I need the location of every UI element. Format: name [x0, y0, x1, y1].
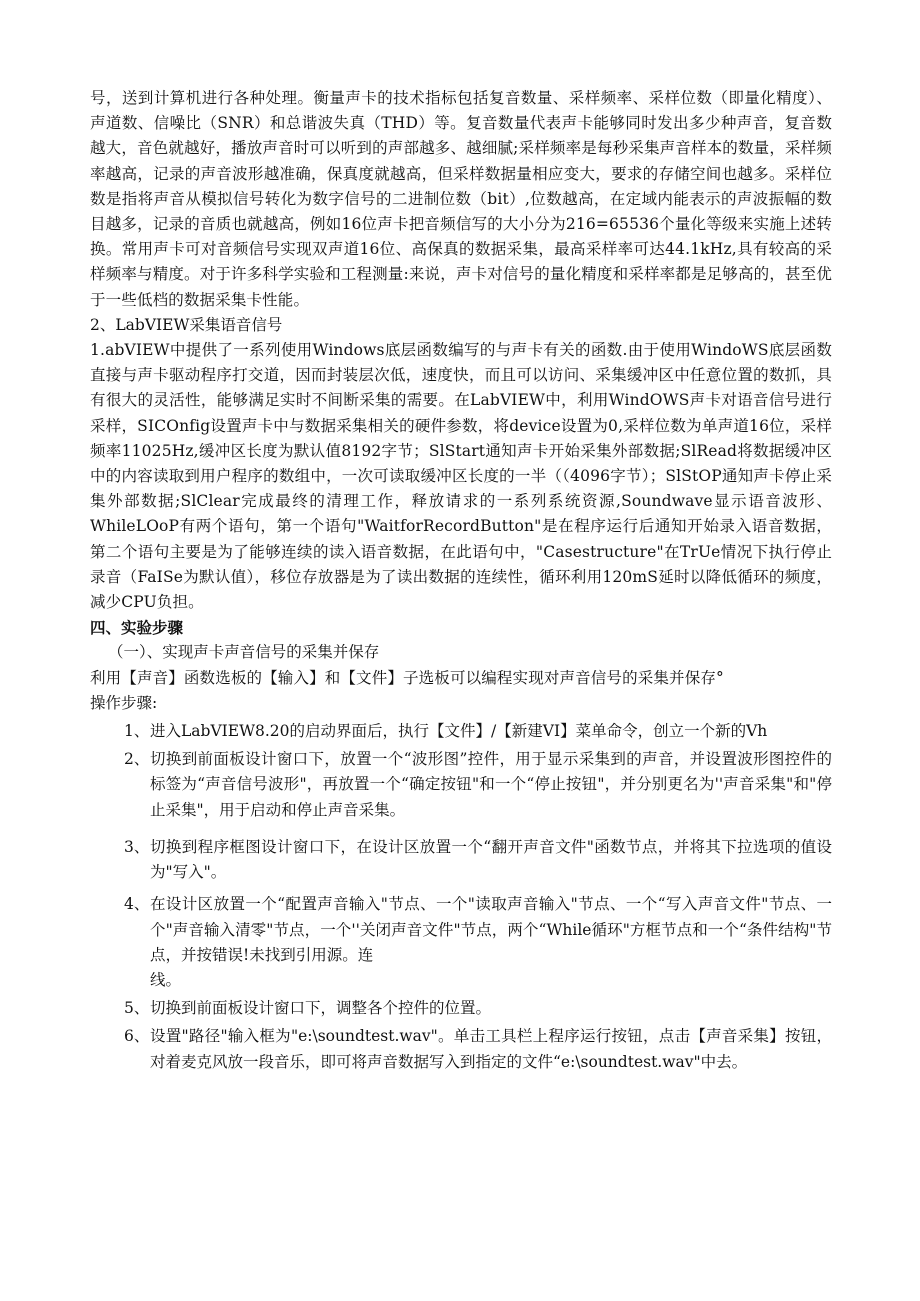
- step-text: 切换到前面板设计窗口下，放置一个“波形图”控件，用于显示采集到的声音，并设置波形图控件的标签为“声音信号波形"，再放置一个“确定按钮"和一个“停止按钮"，并分别更名为''声音采集"和"停止采集"，用于启动和停止声音采集。: [150, 750, 832, 819]
- subsection1-heading: （一）、实现声卡声音信号的采集并保存: [108, 643, 380, 662]
- section2-paragraph: 1.abVIEW中提供了一系列使用Windows底层函数编写的与声卡有关的函数.由于使用WindoWS底层函数直接与声卡驱动程序打交道，因而封装层次低，速度快，而且可以访问、采集缓冲区中任意位置的数抓，具有很大的灵活性，能够满足实时不间断采集的需要。在LabVIEW中，利用WindOWS声卡对语音信号进行采样，SICOnfig设置声卡中与数据采集相关的硬件参数，将device设置为0,采样位数为单声道16位，采样频率11025Hz,缓冲区长度为默认值8192字节；SlStart通知声卡开始采集外部数据;SlRead将数据缓冲区中的内容读取到用户程序的数组中，一次可读取缓冲区长度的一半（（4096字节）；SlStOP通知声卡停止采集外部数据;SlClear完成最终的清理工作，释放请求的一系列系统资源,Soundwave显示语音波形、WhileLOoP有两个语句，第一个语句"WaitforRecordButton"是在程序运行后通知开始录入语音数据，第二个语句主要是为了能够连续的读入语音数据，在此语句中，"Casestructure"在TrUe情况下执行停止录音（FaISe为默认值），移位存放器是为了读出数据的连续性，循环利用120mS延时以降低循环的频度，减少CPU负担。: [90, 341, 832, 612]
- step-item: [90, 1024, 832, 1074]
- step-number: 1、: [124, 722, 150, 741]
- step-item: [90, 996, 832, 1021]
- step-item: [90, 747, 832, 823]
- step-text: 设置"路径"输入框为"e:\soundtest.wav"。单击工具栏上程序运行按钮，点击【声音采集】按钮，对着麦克风放一段音乐，即可将声音数据写入到指定的文件“e:\soundtest.wav"中去。: [150, 1027, 832, 1071]
- section2-heading: 2、LabVIEW采集语音信号: [90, 315, 283, 334]
- step-number: 3、: [124, 837, 150, 856]
- step-text: 进入LabVIEW8.20的启动界面后，执行【文件】/【新建VI】菜单命令，创立一个新的Vh: [150, 722, 768, 741]
- step-number: 2、: [124, 750, 150, 769]
- subsection1-paragraph: 利用【声音】函数选板的【输入】和【文件】子选板可以编程实现对声音信号的采集并保存°: [90, 668, 724, 687]
- step-text: 切换到程序框图设计窗口下，在设计区放置一个“翻开声音文件"函数节点，并将其下拉选项的值设为"写入"。: [150, 837, 832, 882]
- step-text: 在设计区放置一个“配置声音输入"节点、一个"读取声音输入"节点、一个“写入声音文件"节点、一个"声音输入清零"节点，一个''关闭声音文件"节点，两个“While循环"方框节点和一个“条件结构"节点，并按错误!未找到引用源。连: [150, 895, 832, 964]
- step-number: 5、: [124, 999, 150, 1018]
- step-item: [90, 892, 832, 993]
- step-number: 6、: [124, 1027, 150, 1046]
- steps-label: 操作步骤:: [90, 693, 158, 712]
- step-text: 切换到前面板设计窗口下，调整各个控件的位置。: [150, 999, 492, 1018]
- step-number: 4、: [124, 895, 150, 914]
- step-item: [90, 719, 832, 744]
- step-item: [90, 835, 832, 885]
- document-page: [90, 86, 832, 1078]
- step-text-tail: 线。: [150, 970, 182, 989]
- section4-heading: 四、实验步骤: [90, 618, 184, 638]
- steps-list: [90, 719, 832, 1075]
- intro-paragraph: 号，送到计算机进行各种处理。衡量声卡的技术指标包括复音数量、采样频率、采样位数（即量化精度）、声道数、信噪比（SNR）和总谐波失真（THD）等。复音数量代表声卡能够同时发出多少种声音，复音数越大，音色就越好，播放声音时可以听到的声部越多、越细腻;采样频率是每秒采集声音样本的数量，采样频率越高，记录的声音波形越准确，保真度就越高，但采样数据量相应变大，要求的存储空间也越多。采样位数是指将声音从模拟信号转化为数字信号的二进制位数（bit）,位数越高，在定域内能表示的声波振幅的数目越多，记录的音质也就越高，例如16位声卡把音频信写的大小分为216=65536个量化等级来实施上述转换。常用声卡可对音频信号实现双声道16位、高保真的数据采集，最高采样率可达44.1kHz,具有较高的采样频率与精度。对于许多科学实验和工程测量:来说，声卡对信号的量化精度和采样率都是足够高的，甚至优于一些低档的数据采集卡性能。: [90, 89, 832, 309]
